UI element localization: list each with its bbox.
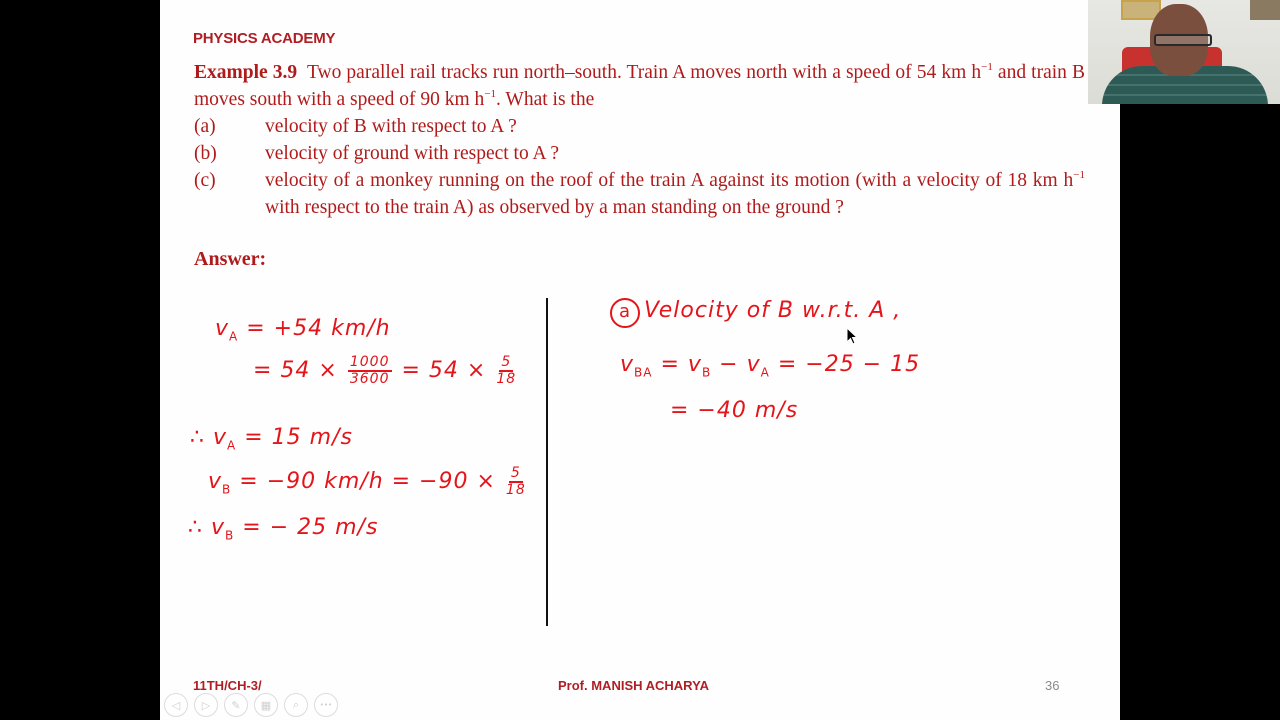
example-title: Example 3.9 [194, 62, 298, 83]
more-options-button[interactable] [314, 693, 338, 717]
question-item-b: (b) velocity of ground with respect to A ? [194, 143, 560, 164]
previous-slide-button[interactable] [164, 693, 188, 717]
footer-chapter: 11TH/CH-3/ [193, 678, 262, 693]
handwritten-vb-kmh: $v_B = -90$ km/h = −90 × $\frac{5}{18}$ [208, 465, 526, 498]
slide-sorter-button[interactable] [254, 693, 278, 717]
handwritten-part-a-heading: a Velocity of B w.r.t. A , [610, 298, 901, 328]
question-item-c: (c) velocity of a monkey running on the roof of the train A against its motion (with a velocity of 18 km $h^{-1}$ with respect to the train A) as observed by a man standing on the ground ? [194, 169, 1085, 218]
fraction-5-18-b: $\frac{5}{18}$ [505, 465, 526, 498]
mouse-pointer-icon [846, 327, 860, 347]
question-intro: Example 3.9 Two parallel rail tracks run north–south. Train A moves north with a speed of 54 km $h^{-1}$ and train B moves south with a speed of 90 km $h^{-1}$. What is the [194, 61, 1085, 110]
handwritten-va-conversion: = 54 × $\frac{1000}{3600}$ = 54 × $\frac{5}{18}$ [253, 354, 517, 387]
pen-icon: ✎ [231, 698, 241, 712]
fraction-5-18: $\frac{5}{18}$ [496, 354, 517, 387]
magnifier-icon: ⌕ [292, 698, 300, 711]
handwritten-vba-equation: $v_{BA} = v_B - v_A = -25 - 15$ [620, 352, 921, 380]
handwritten-vb-ms: ∴ $v_B$ = − 25 m/s [188, 515, 379, 543]
handwritten-va-ms: ∴ $v_A = 15$ m/s [190, 425, 353, 453]
presenter-glasses [1154, 34, 1212, 46]
handwritten-vba-result: = −40 m/s [670, 398, 799, 423]
fraction-1000-3600: $\frac{1000}{3600}$ [349, 354, 390, 387]
previous-arrow-icon: ◁ [171, 698, 181, 712]
slideshow-toolbar [164, 693, 338, 717]
zoom-button[interactable] [284, 693, 308, 717]
column-divider [546, 298, 548, 626]
handwritten-va-kmh: $v_A = +54$ km/h [215, 316, 391, 344]
circled-a-marker: a [610, 298, 640, 328]
pen-tool-button[interactable] [224, 693, 248, 717]
question-item-a: (a) velocity of B with respect to A ? [194, 116, 517, 137]
background-shelf [1250, 0, 1280, 20]
slides-grid-icon: ▦ [260, 698, 272, 712]
footer-author: Prof. MANISH ACHARYA [558, 678, 709, 693]
slide-number: 36 [1045, 678, 1060, 693]
ellipsis-icon: ••• [319, 701, 333, 709]
presenter-webcam-feed [1088, 0, 1280, 104]
next-slide-button[interactable] [194, 693, 218, 717]
answer-label: Answer: [194, 248, 267, 270]
brand-header: PHYSICS ACADEMY [193, 30, 336, 47]
presentation-slide [160, 0, 1120, 720]
question-block [194, 59, 1085, 221]
next-arrow-icon: ▷ [201, 698, 211, 712]
